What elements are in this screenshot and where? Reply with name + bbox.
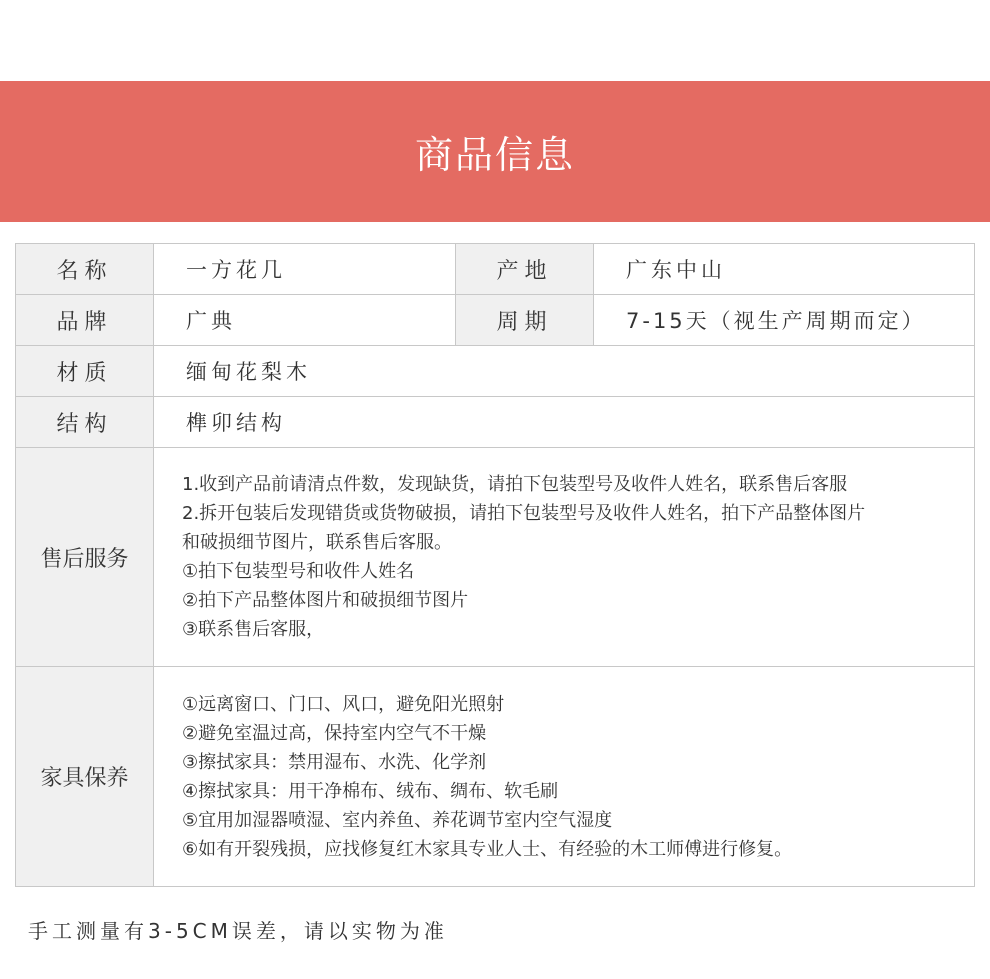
brand-value: 广典 [154, 295, 456, 346]
table-row [16, 667, 975, 887]
product-info-table [15, 243, 975, 887]
structure-value: 榫卯结构 [154, 397, 975, 448]
period-value: 7-15天（视生产周期而定） [594, 295, 975, 346]
page-title: 商品信息 [414, 133, 575, 177]
material-label: 材质 [16, 346, 154, 397]
after-sales-content [154, 448, 975, 667]
after-sales-line: 1.收到产品前请清点件数，发现缺货，请拍下包装型号及收件人姓名，联系售后客服 [182, 474, 848, 495]
material-value: 缅甸花梨木 [154, 346, 975, 397]
care-line: ⑤宜用加湿器喷湿、室内养鱼、养花调节室内空气湿度 [182, 809, 613, 831]
header-banner [0, 81, 990, 222]
after-sales-line: ②拍下产品整体图片和破损细节图片 [182, 590, 469, 611]
period-label: 周期 [456, 295, 594, 346]
care-content [154, 667, 975, 887]
care-line: ②避免室温过高，保持室内空气不干燥 [182, 722, 487, 744]
structure-label: 结构 [16, 397, 154, 448]
care-line: ③擦拭家具：禁用湿布、水洗、化学剂 [182, 751, 487, 773]
origin-label: 产地 [456, 244, 594, 295]
brand-label: 品牌 [16, 295, 154, 346]
after-sales-line: 2.拆开包装后发现错货或货物破损，请拍下包装型号及收件人姓名，拍下产品整体图片 [182, 503, 866, 524]
after-sales-line: ③联系售后客服， [182, 619, 325, 640]
name-label: 名称 [16, 244, 154, 295]
care-label: 家具保养 [16, 667, 154, 887]
measurement-note: 手工测量有3-5CM误差，请以实物为准 [28, 919, 448, 943]
after-sales-line: ①拍下包装型号和收件人姓名 [182, 561, 415, 582]
name-value: 一方花几 [154, 244, 456, 295]
table-row [16, 295, 975, 346]
care-line: ④擦拭家具：用干净棉布、绒布、绸布、软毛刷 [182, 780, 559, 802]
origin-value: 广东中山 [594, 244, 975, 295]
after-sales-line: 和破损细节图片，联系售后客服。 [182, 532, 452, 553]
table-row [16, 346, 975, 397]
care-line: ①远离窗口、门口、风口，避免阳光照射 [182, 693, 505, 715]
after-sales-label: 售后服务 [16, 448, 154, 667]
table-row [16, 448, 975, 667]
table-row [16, 397, 975, 448]
table-row [16, 244, 975, 295]
care-line: ⑥如有开裂残损，应找修复红木家具专业人士、有经验的木工师傅进行修复。 [182, 838, 793, 860]
